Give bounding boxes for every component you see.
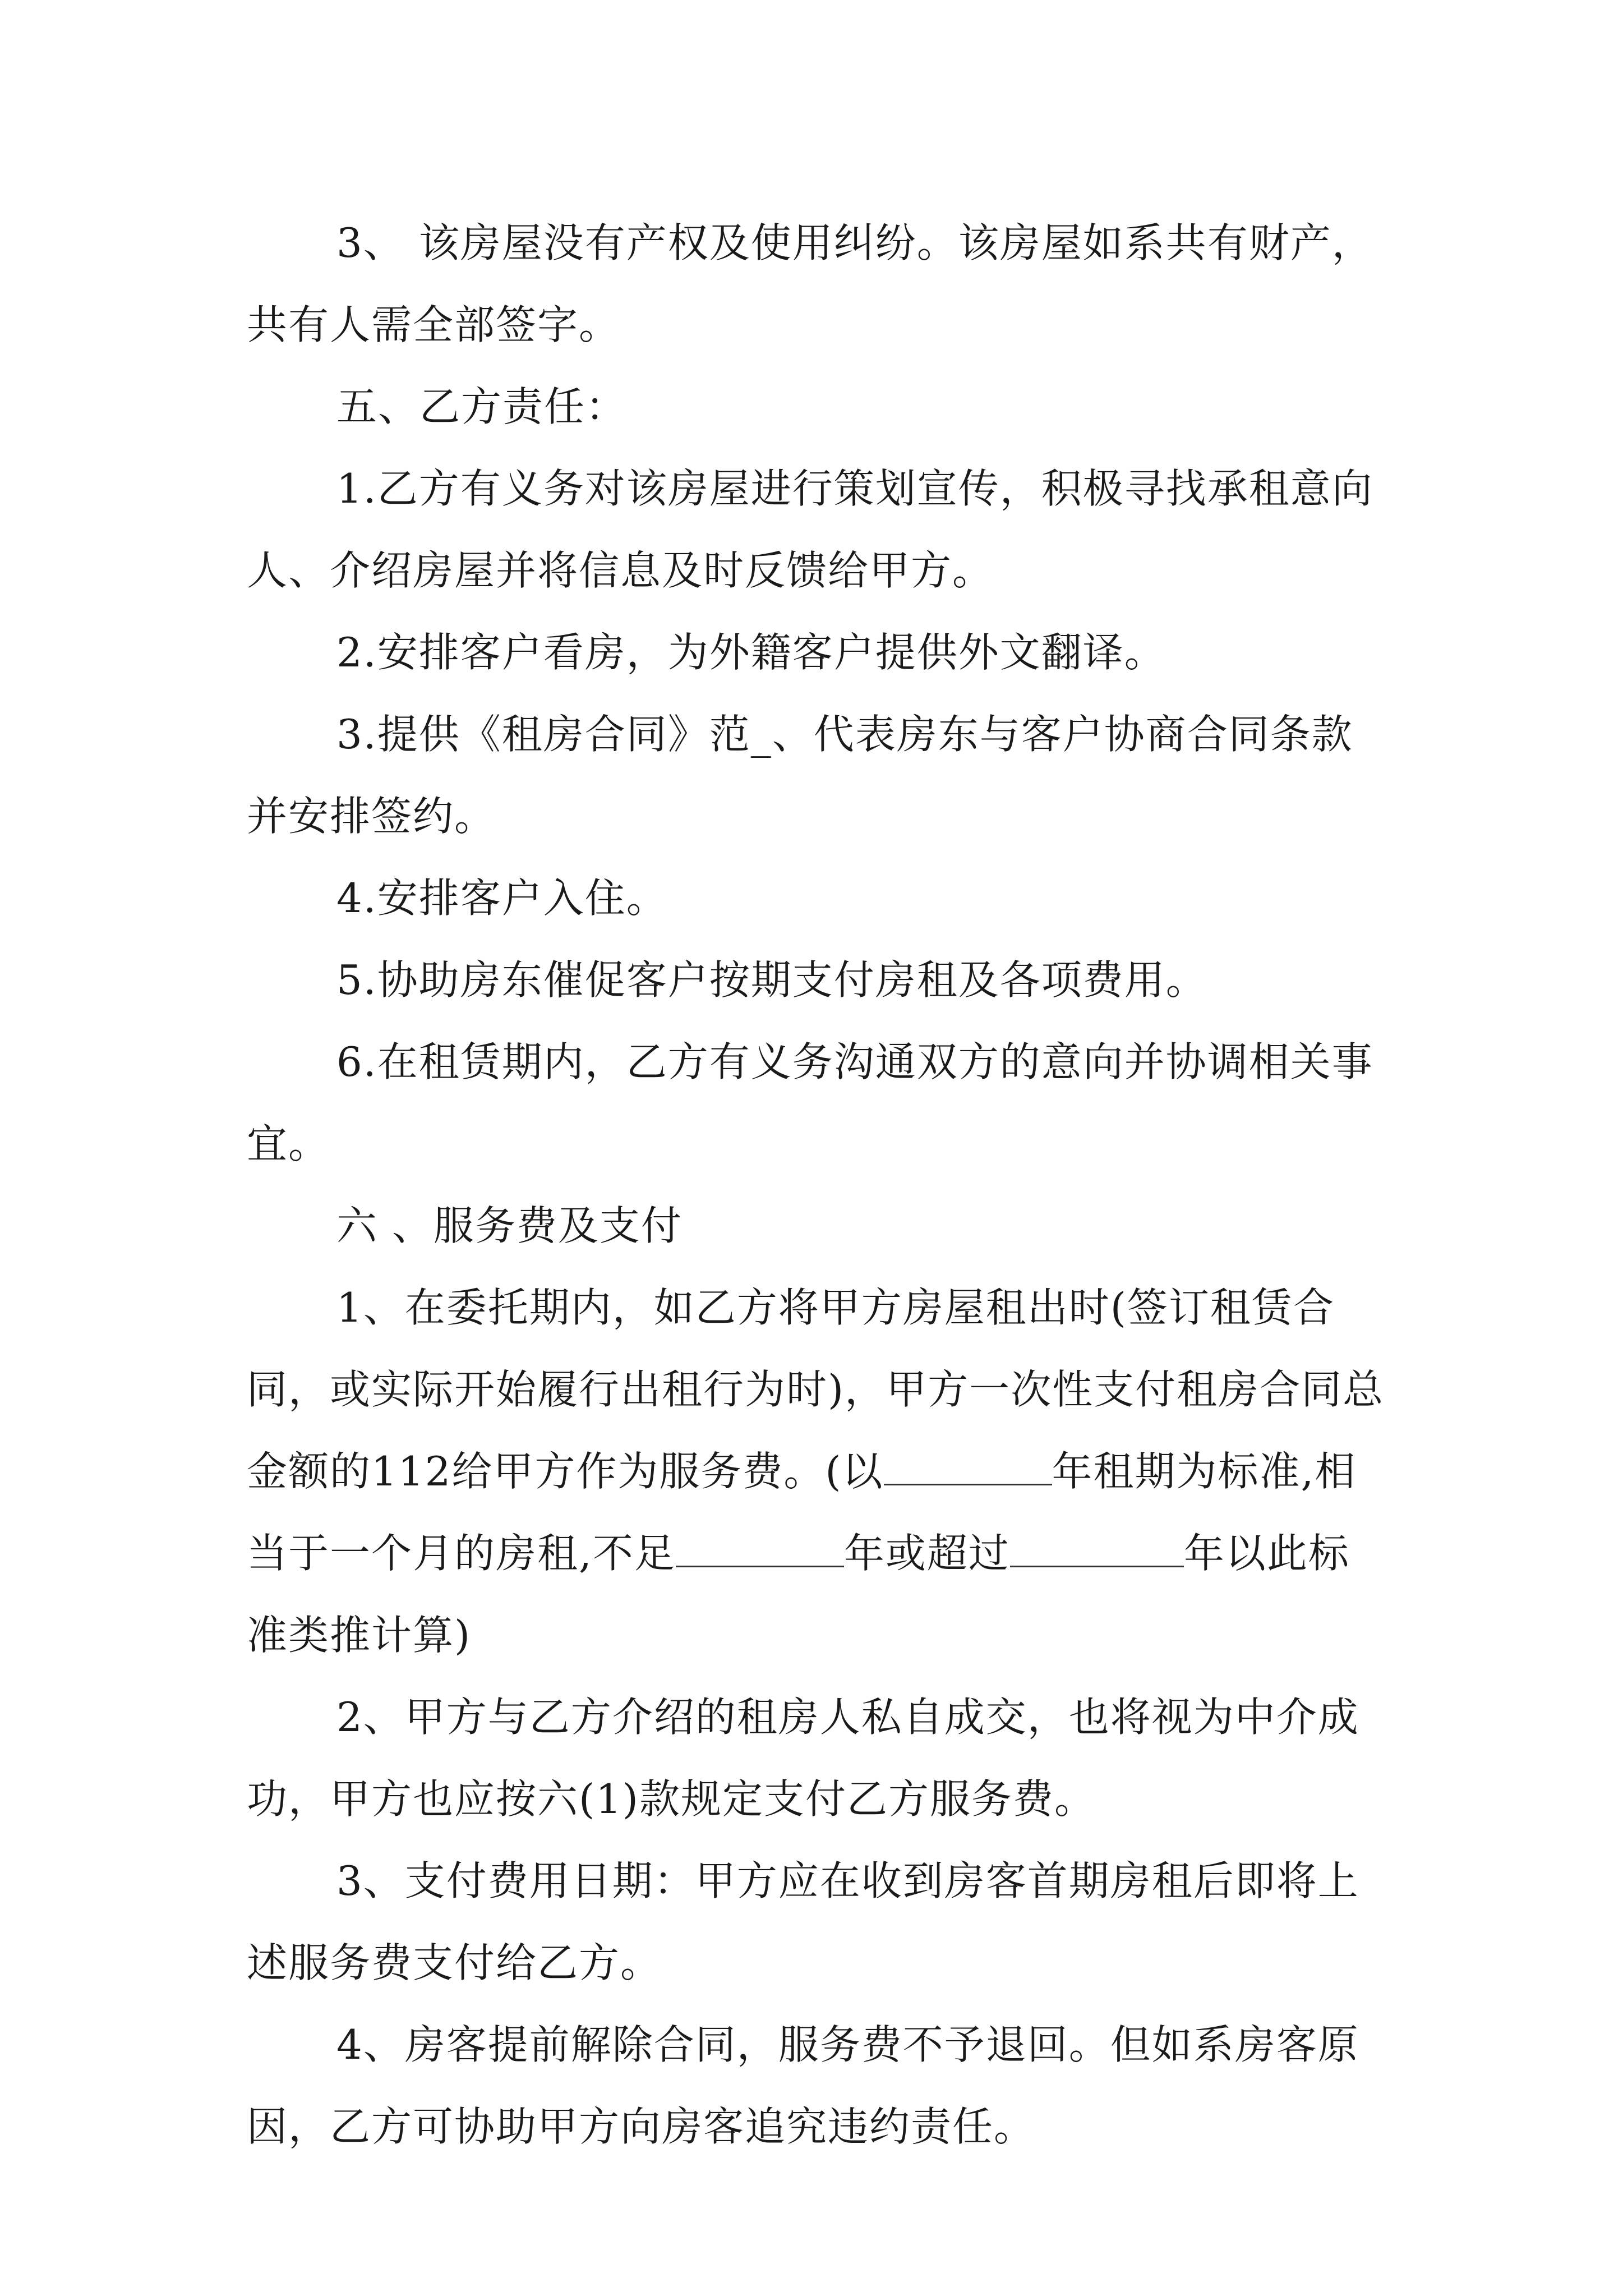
clause-text: 年以此标准类推计算) xyxy=(247,1530,1350,1659)
clause-paragraph: 6.在租赁期内，乙方有义务沟通双方的意向并协调相关事宜。 xyxy=(247,1038,1373,1167)
clause-paragraph: 5.协助房东催促客户按期支付房租及各项费用。 xyxy=(336,956,1207,1004)
fill-in-blank xyxy=(676,1530,844,1567)
clause-text: 年或超过 xyxy=(843,1530,1010,1577)
clause-paragraph: 3.提供《租房合同》范_、代表房东与客户协商合同条款并安排签约。 xyxy=(247,711,1353,840)
clause-paragraph: 1.乙方有义务对该房屋进行策划宣传，积极寻找承租意向人、介绍房屋并将信息及时反馈给甲方。 xyxy=(247,465,1373,594)
clause-paragraph: 4、房客提前解除合同，服务费不予退回。但如系房客原因，乙方可协助甲方向房客追究违约责任。 xyxy=(247,2021,1359,2150)
section-heading: 六 、服务费及支付 xyxy=(336,1202,683,1249)
document-body xyxy=(247,202,1385,2168)
clause-text: 1、在委托期内，如乙方将甲方房屋租出时(签订租赁合同，或实际开始履行出租行为时)，甲方一次性支付租房合同总金额的112给甲方作为服务费。(以 xyxy=(247,1284,1385,1495)
clause-text: 年租期为标准,相当于一个月的房租,不足 xyxy=(247,1448,1357,1577)
clause-paragraph: 3、 该房屋没有产权及使用纠纷。该房屋如系共有财产，共有人需全部签字。 xyxy=(247,219,1373,348)
clause-paragraph: 4.安排客户入住。 xyxy=(336,875,668,922)
clause-paragraph-with-blanks xyxy=(247,1267,1385,1676)
section-heading: 五、乙方责任： xyxy=(336,383,628,430)
fill-in-blank xyxy=(884,1448,1052,1485)
fill-in-blank xyxy=(1010,1530,1184,1567)
clause-paragraph: 2、甲方与乙方介绍的租房人私自成交，也将视为中介成功，甲方也应按六(1)款规定支付乙方服务费。 xyxy=(247,1694,1359,1823)
clause-paragraph: 2.安排客户看房，为外籍客户提供外文翻译。 xyxy=(336,629,1166,676)
clause-paragraph: 3、支付费用日期：甲方应在收到房客首期房租后即将上述服务费支付给乙方。 xyxy=(247,1857,1359,1986)
